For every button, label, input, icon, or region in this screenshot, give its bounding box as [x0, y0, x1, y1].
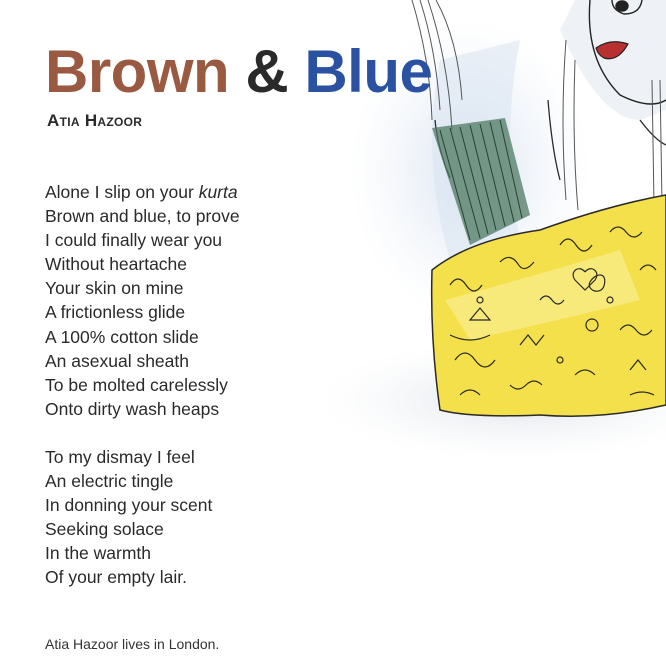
author-bio: Atia Hazoor lives in London.	[45, 636, 220, 652]
title-ampersand: &	[245, 38, 289, 105]
poem-line: Without heartache	[45, 254, 188, 275]
author-name: Atia Hazoor	[47, 111, 143, 130]
poem-line: Onto dirty wash heaps	[45, 398, 220, 419]
poem-title	[45, 36, 432, 108]
poem-line: In the warmth	[45, 543, 152, 564]
poem-line: An asexual sheath	[45, 350, 189, 371]
poem-line: Seeking solace	[45, 519, 164, 540]
poem-line: I could finally wear you	[45, 230, 223, 251]
poem-line: A 100% cotton slide	[45, 326, 199, 347]
stanza-2	[45, 445, 212, 590]
stanza-1	[45, 180, 240, 421]
poem-line: Of your empty lair.	[45, 567, 187, 588]
poem-line: To my dismay I feel	[45, 447, 195, 467]
poem-line	[45, 180, 240, 204]
poem-line: In donning your scent	[45, 495, 213, 516]
poem-line: A frictionless glide	[45, 302, 186, 323]
title-word-blue: Blue	[304, 38, 433, 105]
poem-line-text: Alone I slip on your	[45, 182, 199, 202]
poem-line: To be molted carelessly	[45, 374, 228, 395]
poem-line: An electric tingle	[45, 471, 174, 492]
poem-line: Brown and blue, to prove	[45, 206, 240, 227]
poem-line-italic-word: kurta	[198, 182, 238, 202]
title-word-brown: Brown	[45, 38, 230, 105]
poem-line: Your skin on mine	[45, 278, 184, 299]
